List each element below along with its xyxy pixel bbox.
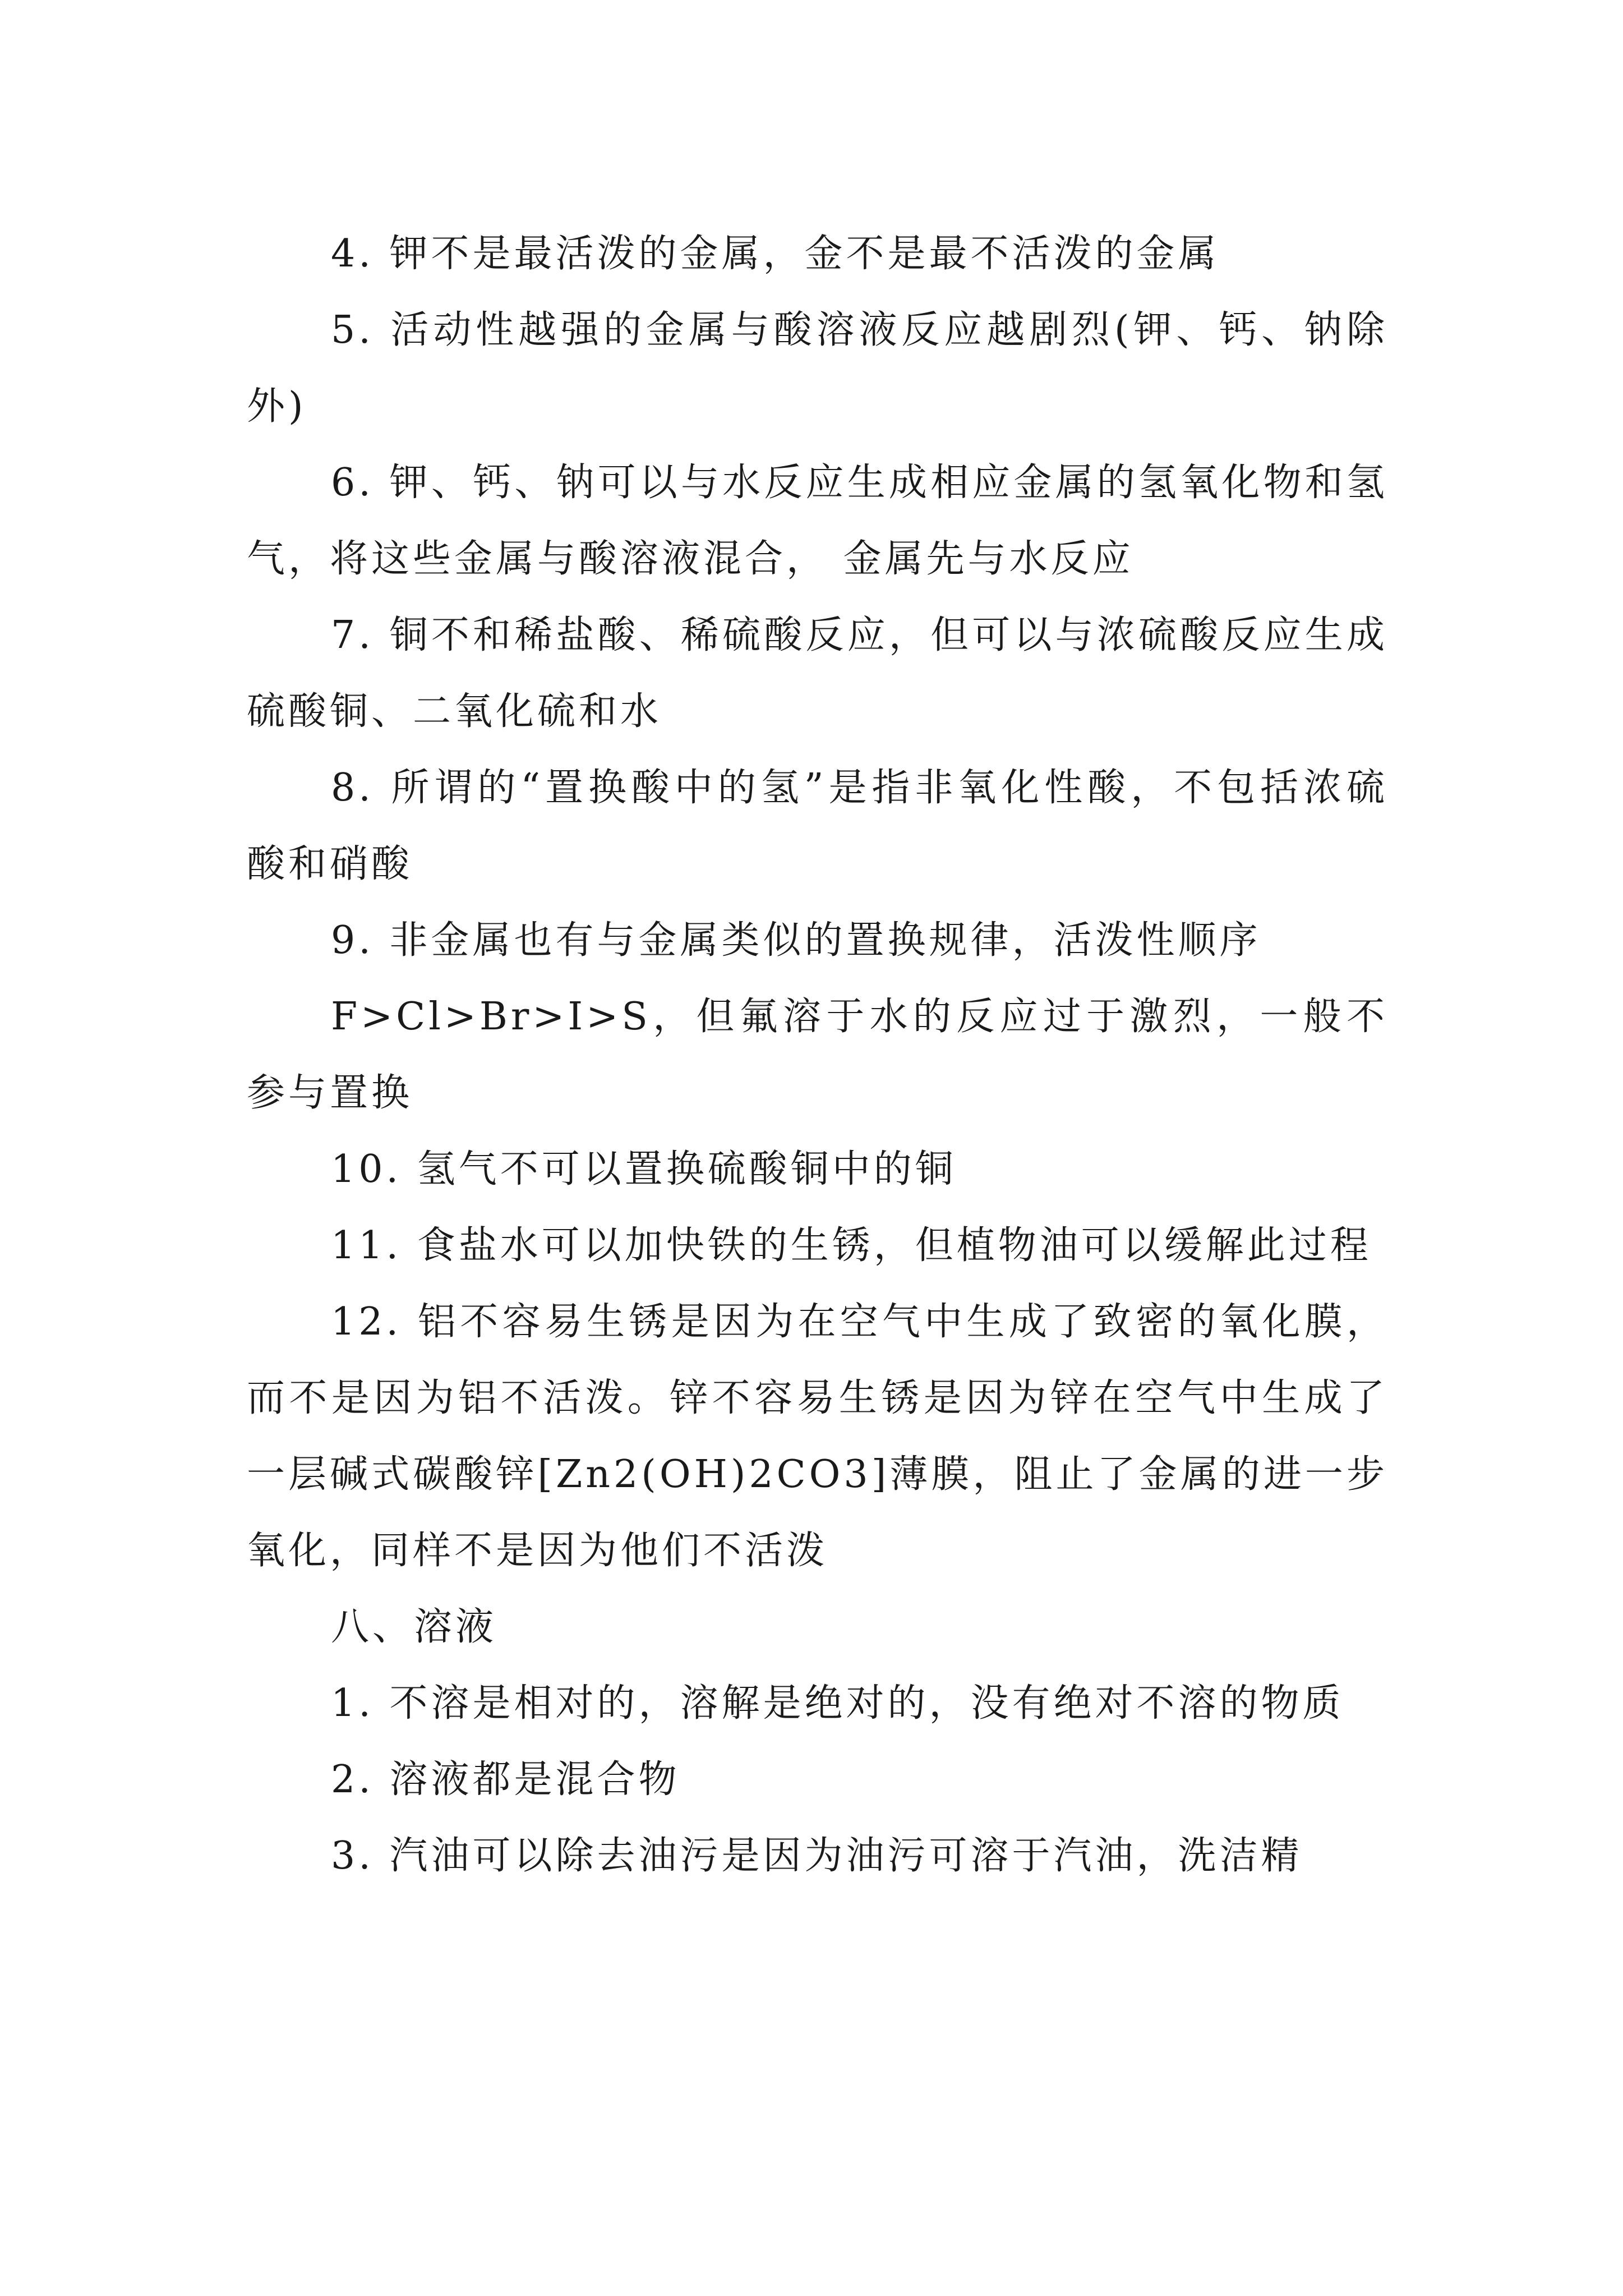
paragraph-6: 6. 钾、钙、钠可以与水反应生成相应金属的氢氧化物和氢气，将这些金属与酸溶液混合， 金属先与水反应 bbox=[247, 461, 1388, 581]
section-heading-solution: 八、溶液 bbox=[331, 1605, 497, 1649]
paragraph-10: 10. 氢气不可以置换硫酸铜中的铜 bbox=[331, 1147, 957, 1191]
paragraph-solution-3: 3. 汽油可以除去油污是因为油污可溶于汽油，洗洁精 bbox=[331, 1834, 1303, 1878]
paragraph-12: 12. 铝不容易生锈是因为在空气中生成了致密的氧化膜，而不是因为铝不活泼。锌不容易生锈是因为锌在空气中生成了一层碱式碳酸锌[Zn2(OH)2CO3]薄膜，阻止了金属的进一步氧化，同样不是因为他们不活泼 bbox=[247, 1300, 1388, 1573]
paragraph-solution-1: 1. 不溶是相对的，溶解是绝对的，没有绝对不溶的物质 bbox=[331, 1681, 1344, 1726]
paragraph-8: 8. 所谓的“置换酸中的氢”是指非氧化性酸，不包括浓硫酸和硝酸 bbox=[247, 766, 1388, 886]
paragraph-4: 4. 钾不是最活泼的金属，金不是最不活泼的金属 bbox=[331, 232, 1220, 276]
paragraph-9: 9. 非金属也有与金属类似的置换规律，活泼性顺序 bbox=[331, 918, 1261, 963]
paragraph-11: 11. 食盐水可以加快铁的生锈，但植物油可以缓解此过程 bbox=[331, 1223, 1372, 1268]
paragraph-5: 5. 活动性越强的金属与酸溶液反应越剧烈(钾、钙、钠除外) bbox=[247, 308, 1388, 429]
paragraph-9-continued: F>Cl>Br>I>S，但氟溶于水的反应过于激烈，一般不参与置换 bbox=[247, 995, 1388, 1115]
document-body bbox=[247, 216, 1388, 1894]
paragraph-solution-2: 2. 溶液都是混合物 bbox=[331, 1757, 680, 1802]
paragraph-7: 7. 铜不和稀盐酸、稀硫酸反应，但可以与浓硫酸反应生成硫酸铜、二氧化硫和水 bbox=[247, 613, 1388, 734]
